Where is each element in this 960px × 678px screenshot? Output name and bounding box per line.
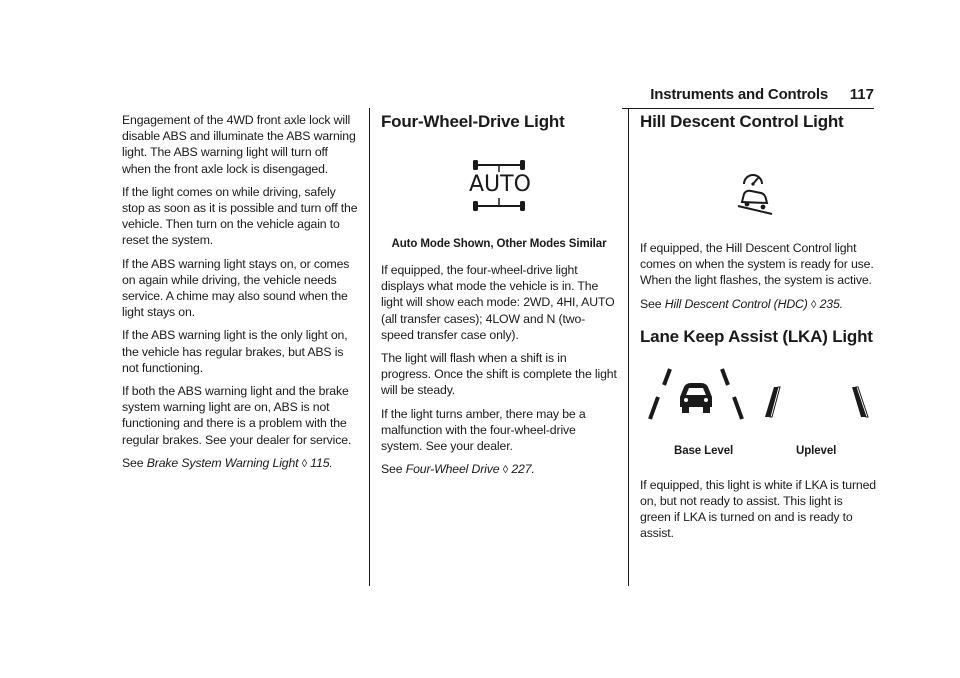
page-ref-icon: ◊ [502,464,509,477]
figure-caption: Auto Mode Shown, Other Modes Similar [391,238,607,250]
caption-base-level: Base Level [674,444,734,457]
see-prefix: See [381,462,403,477]
reference-link[interactable]: Four-Wheel Drive [405,462,500,477]
reference-page[interactable]: 235. [819,296,843,311]
lka-icons [640,347,876,445]
paragraph: The light will flash when a shift is in progress. Once the shift is complete the light will be steady. [381,351,617,398]
column-divider-2 [628,108,629,586]
hill-descent-icon [640,132,876,240]
lane-keep-assist-uplevel-icon [758,367,878,427]
column-1 [122,112,358,479]
paragraph: If the light comes on while driving, safely stop as soon as it is possible and turn off the vehicle. Then turn on the vehicle again to reset the system. [122,184,358,248]
page-ref-icon: ◊ [301,457,307,470]
column-divider-1 [369,108,370,586]
reference-link[interactable]: Brake System Warning Light [146,455,299,470]
paragraph: If the ABS warning light stays on, or comes on again while driving, the vehicle needs service. A chime may also sound when the light stays on. [122,256,350,320]
section-heading: Hill Descent Control Light [640,112,844,131]
paragraph: If both the ABS warning light and the brake system warning light are on, ABS is not functioning and there is a problem with the regular brakes. See your dealer for service. [122,384,352,447]
paragraph: If the light turns amber, there may be a malfunction with the four-wheel-drive system. See your dealer. [381,406,586,454]
section-heading: Four-Wheel-Drive Light [381,112,565,131]
mode-label: AUTO [469,172,531,197]
page-ref-icon: ◊ [811,298,817,311]
cross-reference [122,455,358,472]
paragraph: If the ABS warning light is the only light on, the vehicle has regular brakes, but ABS is not functioning. [122,328,348,375]
reference-link[interactable]: Hill Descent Control (HDC) [664,296,808,311]
paragraph: If equipped, the Hill Descent Control light comes on when the system is ready for use. When the light flashes, the system is active. [640,241,874,288]
cross-reference [640,296,876,313]
hill-descent-icon [734,172,776,216]
caption-uplevel: Uplevel [796,444,837,457]
section-title: Instruments and Controls [650,86,828,103]
paragraph: If equipped, this light is white if LKA is turned on, but not ready to assist. This light is green if LKA is turned on and is ready to assist. [640,477,876,541]
reference-page[interactable]: 115. [310,455,333,470]
see-prefix: See [640,296,662,311]
reference-page[interactable]: 227. [511,462,535,477]
cross-reference [381,461,617,478]
lka-captions [640,445,876,469]
page-header [622,86,874,106]
lane-keep-assist-base-icon [646,367,756,427]
paragraph: Engagement of the 4WD front axle lock will disable ABS and illuminate the ABS warning light. The ABS warning light will turn off when the front axle lock is disengaged. [122,113,356,176]
section-heading: Lane Keep Assist (LKA) Light [640,326,873,346]
four-wheel-drive-icon [381,132,617,238]
header-rule [622,108,874,109]
paragraph: If equipped, the four-wheel-drive light displays what mode the vehicle is in. The light will show each mode: 2WD, 4HI, AUTO (all transfer cases); 4LOW and N (two-speed transfer case only). [381,263,615,342]
column-2 [381,112,617,485]
page-number: 117 [849,86,874,103]
column-3 [640,112,876,549]
see-prefix: See [122,455,144,470]
